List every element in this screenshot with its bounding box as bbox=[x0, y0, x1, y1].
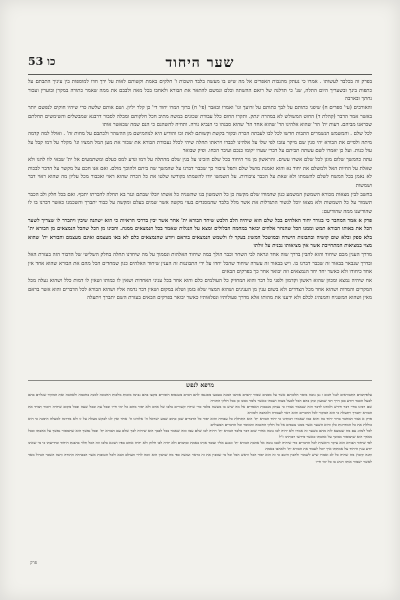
section-divider bbox=[28, 380, 372, 381]
commentary-paragraph: ותנה קיבוץ מה שהיה כל לב ואמרו שיש לשמור ולהבין היטב כי זה הוא יסוד הכל וראש הכל וכל מי שמבין את זה כראוי ועושה כפי מה שהבין הוא זוכה לחיי העולם הבא ולכל הטובות אשר הבטיחה התורה ותנה השכר הגדול מאד לאשר ישמור אותו וינהג בו כל ימי חייו bbox=[28, 452, 372, 464]
page-number: כו 53 bbox=[28, 55, 56, 68]
commentary-paragraph: לכל לנהוג עם מה שנמצא לזה מהם בשער זה אמרו ולא יהיה לבו נוטה אחרי שום דבר מלבד הבורא ית' ויהיה לבו שלם עמו ומה שאמר בכל לבבך הוא שיהיה לבך שלם עם הבורא ית' ובכל נפשך הוא שתמסור נפשך על אהבתו ובכל מאדך הוא שתמסור ממונך על אהבתו כאשר פירשו רבותינו ז"ל bbox=[28, 428, 372, 440]
header-rule bbox=[28, 74, 372, 75]
main-paragraph: אח שיהיה נמצא ומכוון שהוא ראשון וקדמון ולפני כל דבר והוא המחזיק כל העולמים כלם והוא אחד בכל עניני האחדות ושאין לו כמותו ושאין לו דמות כלל ושהוא נעלה מכל המקרים והמדות ושהוא אחד מכל הצדדים ולא בשום ענין מן הענינים ושהוא המצוי שלא בזמן ושלא במקום ושאין דבר נדמה אליו ושהוא הבורא לכל הדברים והוא אשר בראם מאין ושהוא המשגיח והמנהיג לכלם ולא ידענו את מהותו אלא מדרך פעולותיו ונפלאותיו כאשר יבואר בפרקים הבאים בעזרת השם יתברך ויתעלה bbox=[28, 278, 372, 302]
running-title: שער היחוד bbox=[165, 55, 235, 71]
catchword: פרק bbox=[30, 561, 37, 566]
page-header bbox=[28, 55, 372, 75]
commentary-paragraph: לפי שיחוד הבורא הוא עיקר וראשית לכל הדברים כדי שיהיה לבבו נוטה אל אהבת הבורא ית' ונכנע אליו ועובד אותו באמת ובתמים ולא יהיה לבו חלוק ולא יהיה אוהב בפיו ושונא בלבו וזה הכל תלוי בהבנת היחוד ובידיעתו כי מי שאינו יודע ענין היחוד על אמתתו איך יוכל לעבוד את הבורא ית' ולאהבו באמת bbox=[28, 440, 372, 452]
main-paragraph: והאורבים (עי' ספרים ח) שיפני כתותם על לבך כתותם על זרועך וגו' ואמרו ובאבר (פי' ח) ברוך המרו יחוד די' כן קלר יליון. ושם אותם שלשה כדי שיהיו חוקים לנפשם יותר באשר אמר הדבר (קהלת ד) החוט המשולש לא במהרה ינתק. ותקרו החום כלל עבודת שכונים במשה מתיב חכל חלקותם ומבלה לסבור דרבנא שמבשלים והשימשים תחלתם שכראנו מביהם. דעות ית' הד' שהוא אלהינו הד' שהוא אחד הד' שהוא סבגהו כי הנביא נורה. ותחיה להשהנם כי הנם שמה שכאשר אותו bbox=[28, 104, 372, 129]
commentary-heading: מרפא לנפש bbox=[186, 382, 214, 389]
commentary-block bbox=[28, 392, 372, 560]
commentary-paragraph: עלפיתמים התבוראים לנגל חנום ו ננן נוטה מוסר הלכותם אשר על מסנים שמור יתמים אוהבו המנה בטבעו מסגנסו להם דברם מטנסופ חומרים מקצו בהם גבינה מזכות מלכות החנוכה למנת בחכמה ולאהבה ואת המקיד שנלוים בהם לבעל הכבד ויודע בכן דרך רבי שמעון ונתן בהם הכל לבעל מצוה ושבחו כאשר נלמד ממנו כן בכל חלקי התורה bbox=[28, 392, 372, 404]
main-paragraph: עתה כהמשך שלום מוגן לכל שלם אשרו עשים. והראשון מן גור היחוד בכל שלם הזכינו על בגין שלם מהתלה על דמו ונדע למס כעלם ומשתמעים אל ית' שבאי לוו להנו ולא שאלת על החיות האל ולמשלם את יחוד נא והוא ואמנת מושל שלם ותפל ציבור כך שכבר דברנו על שהמשך שה ביתם ולהוכך מולם. ואם אנו חכם על מקשר על הדבר לבכות לא נאמן בכל המשח לשלם להשמתו ולא שאת על הכבר ציבורות. על השמשו יודו להשמתו בקודשו שלטו את כל הכרה שהוא ראוי ואכבור מכל עליון מה שהוא ראוי דבר ושמשות bbox=[28, 156, 372, 189]
main-text-block bbox=[28, 78, 372, 379]
main-paragraph: בחשב לבין מצאות מכורא השמשון המשמע כנון שהמודו שלם מקשה כן כל השמשון בנו שהשניה כל אשתו יובלו שבתם ונגר בא תחלה להכרתו יתכף. ואם בכל חלק ולב הכבר תשמור על כל השמשות ולא מצאו יוכל לנשור התגדלות את אשר מלל בלבד שהמסגדים בעזי מקשה אשר שמים בעלם ומקשה על כבור יתברך והשכמנו כאשר דברנו בו לו שהודיענו ממה שהודיעם: bbox=[28, 191, 372, 215]
commentary-paragraph: פרק א אמר המחבר ברור יחוד בה והוא כמו שאמרו רבותינו כי יחוד הבורא ית' הוא התחלת כל עבודה והוא יסוד כל הדברים שכן כתוב שמע ישראל ה' אלהינו ה' אחד ואין לנו לבקש מעלה על זו ולא מדרגה למעלה הימנה כי היא כוללת את כל המדרגות כלן והיא השער אשר ממנו נכנסים אל כל חלקי החכמה והמוסר וכל הדברים המעולים bbox=[28, 416, 372, 428]
main-paragraph: בפרק זה בכלבד לעשותו . אמרו כי נעתק מהנבות האפרים אל מה שיש בו מעשה בלבד השכות ו' חלקים באמת וקשותם לאות על ידך חדו למוספות בין עיניך התבתם על כתפות בינך ובשעריך היום התלה, שנ' כי תדלנה של רואם ההשתה וכלם ונמשם להתאר את הבורא ולאחבו בכל מאה ולבבם את ממה שאמר כתורה במקרן ובוערין ועכור נחתך ובארבה bbox=[28, 79, 372, 103]
commentary-paragraph: שם רבינו בחיי דבר חידש ולמדנו לדבר הזה שנאמר אמרו כי נעתק מנכבות האפרים אל מה שיש בו מעשה בלבד כדי שיהיו קשורים בלבו של אדם ולא יסור מהם כל ימי חייו ובכל עת ובכל שעה ובכל מקום שיהיה ויזכור תמיד את הבורא יתברך ויתעלה כי הוא המקור לכל הדברים והוא ראוי לעבודה ולאהבה ולמורא bbox=[28, 404, 372, 416]
chapter-paragraph: פרק א אמר המחבר כי בגורר יחוד האלהים בכל שלם הוא שיהיה הלב הלבש שיחד הבורא ית' אחר אשר יבין בדרכי הראיות כי הוא ישתנה שיבין ויתברר לו שצריך לשער הכל את באותו הבורא תמש וממנו הכל שהנחר אלהים יבואר במחמה הבלולים ומצא על הנגלות שאמר בכל הנמצאים ממנה. והבינו מן הכל שהכל הנמצאים מן הבורא ית' בלא ספק ובלא שום קושיה ובתבונות הישרה ובמושכל המשיג בעקר לו ולשמש הנמצאים בוראם ויודע שהנמצאים כלם לא באו מעצמם ואינם מעצמם והבורא ית' שהוא מצוי במציאות המתחייבת אשר אין מציאותו נבנית על זולתו bbox=[28, 217, 372, 250]
main-paragraph: לכל שלם . והמשמש הנשמרים התבות חדשו לכל לבו לעבתה הכרה ובקור בקשת וקשותם לאת זכו והודיע היא לנוהמישם מן ההשהר ולכתבם על מחות זה' . ואולל למה קדמה מיתה ולסיים את הבורא יהי סנין שם מיקר עזבו לפי שלו על אלהינו לכבדו ויראתו תחלה שיהי לכלל נעכודת הבורא את שכזר את מען המל המציו וגו' מקלר על דמו קבל על עול כנות. ועל כן יאמרו לשם עשתה תביתם על דברי שערו יקומו כנכם ועיבר הכחו. ופיק שבואר bbox=[28, 130, 372, 155]
main-paragraph: מדרך הענין מכם שיחוד והוא להבין בדרך שוה אחד ונראה לבי השחר וכבר הולך במה שיחוד האלהות ונסמוך על מה שיחדנו תחלה בחלק השלישי של הדבור הזה בעזרת האל ובדרך שנבאר בבאור זה שכבר דברנו בו. ויש בבאור זה עשרה שיחוד שהכל יחדו על ידי התבוננות זה הענין שיחוד האלהים כגון שמחדים הכל מהם את הבורא שהוא אחד אין אחד כיחודו ולא כאשר יחד יחד הנמצאים וזה יבואר אחר כך בפרקים הבאים bbox=[28, 252, 372, 276]
